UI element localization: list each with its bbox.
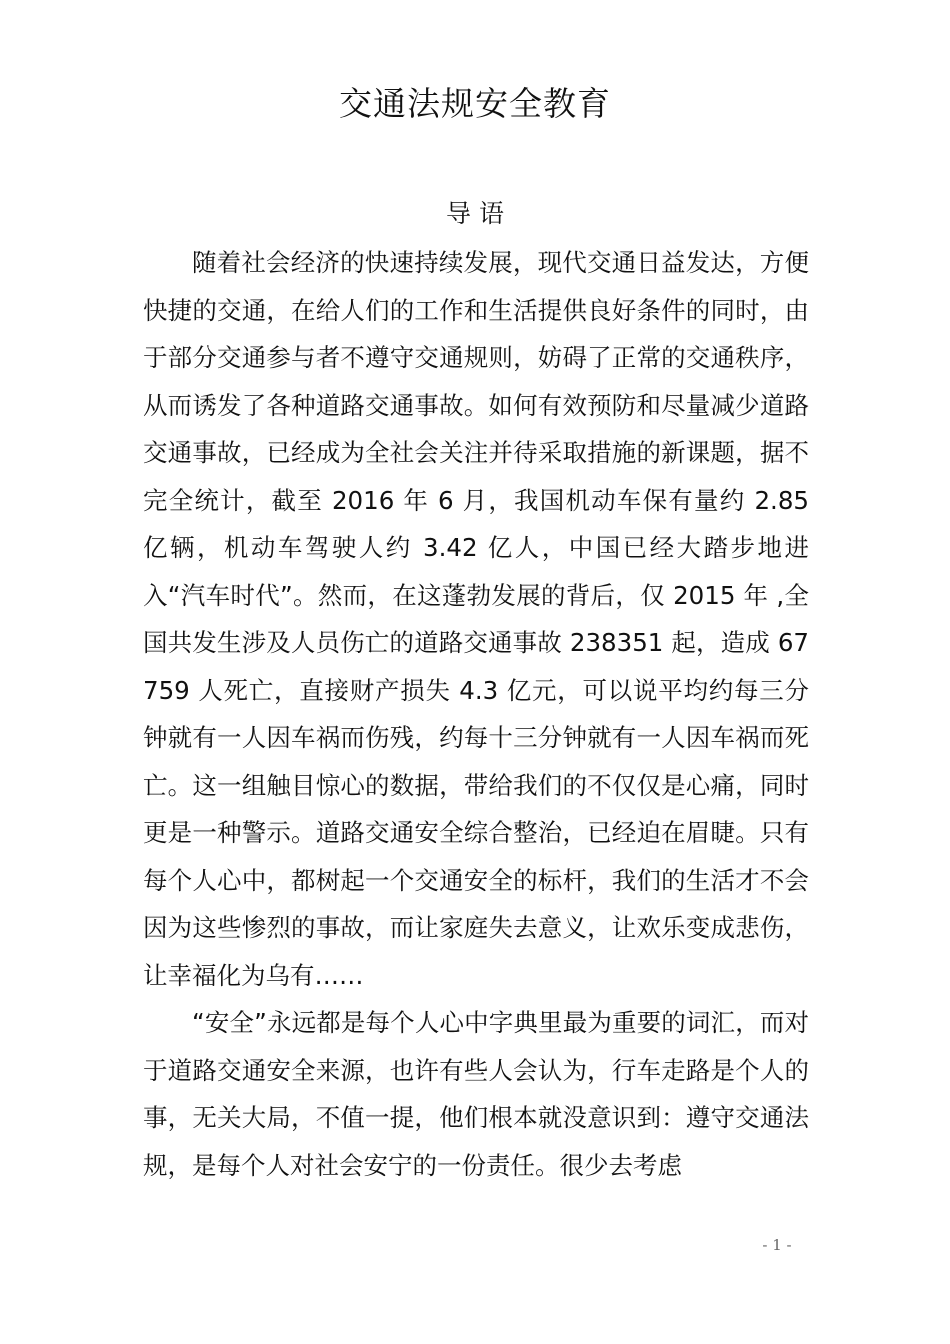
document-title: 交通法规安全教育 <box>339 84 611 123</box>
section-heading-introduction: 导 语 <box>446 199 504 228</box>
page-number: - 1 - <box>762 1236 792 1254</box>
paragraph: “安全”永远都是每个人心中字典里最为重要的词汇，而对于道路交通安全来源，也许有些人会认为，行车走路是个人的事，无关大局，不值一提，他们根本就没意识到：遵守交通法规，是每个人对社会安宁的一份责任。很少去考虑 <box>143 1008 809 1180</box>
body-text <box>143 239 809 1189</box>
paragraph: 随着社会经济的快速持续发展，现代交通日益发达，方便快捷的交通，在给人们的工作和生活提供良好条件的同时，由于部分交通参与者不遵守交通规则，妨碍了正常的交通秩序，从而诱发了各种道路交通事故。如何有效预防和尽量减少道路交通事故，已经成为全社会关注并待采取措施的新课题，据不完全统计，截至 2016 年 6 月，我国机动车保有量约 2.85 亿辆，机动车驾驶人约 3.42 亿人，中国已经大踏步地进入“汽车时代”。然而，在这蓬勃发展的背后，仅 2015 年 ,全国共发生涉及人员伤亡的道路交通事故 238351 起，造成 67759 人死亡，直接财产损失 4.3 亿元，可以说平均约每三分钟就有一人因车祸而伤残，约每十三分钟就有一人因车祸而死亡。这一组触目惊心的数据，带给我们的不仅仅是心痛，同时更是一种警示。道路交通安全综合整治，已经迫在眉睫。只有每个人心中，都树起一个交通安全的标杆，我们的生活才不会因为这些惨烈的事故，而让家庭失去意义，让欢乐变成悲伤，让幸福化为乌有…… <box>143 248 809 990</box>
